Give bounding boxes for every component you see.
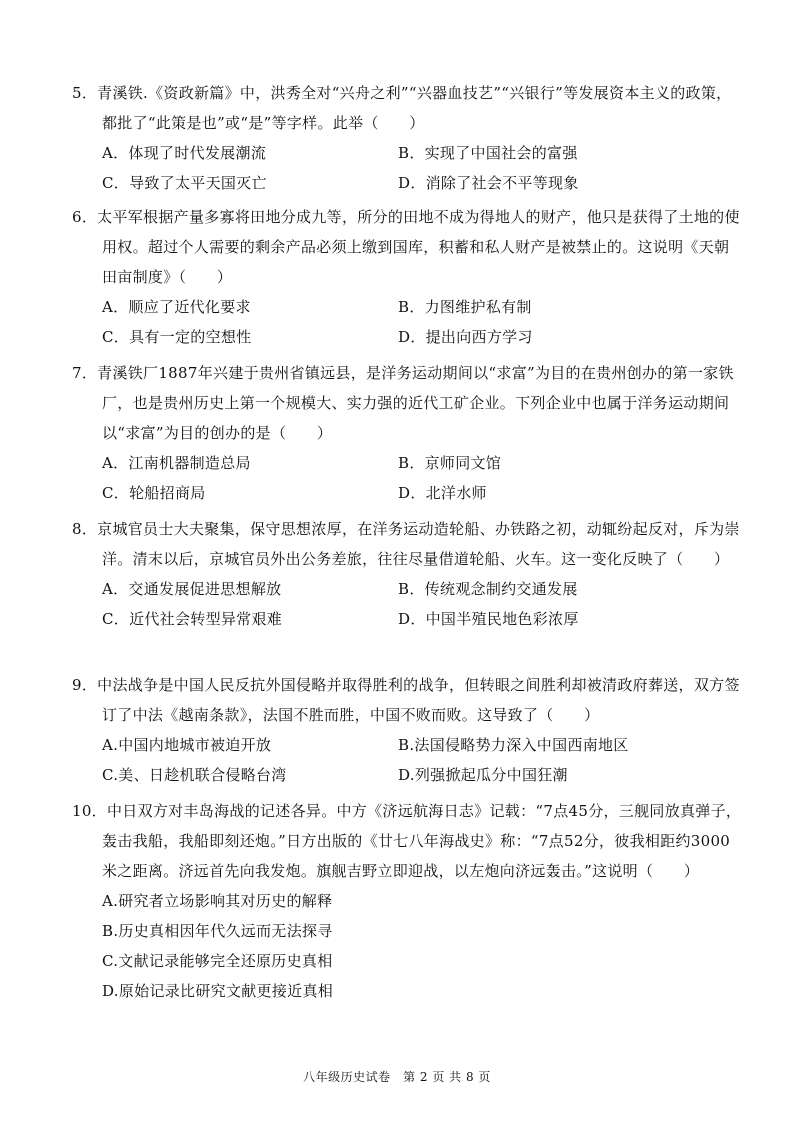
- options: [102, 574, 742, 634]
- question-7: [72, 358, 742, 508]
- option-d: D.原始记录比研究文献更接近真相: [102, 982, 334, 1000]
- option-d: D．中国半殖民地色彩浓厚: [398, 610, 579, 628]
- option-a: A．交通发展促进思想解放: [102, 580, 282, 598]
- option-c: C.文献记录能够完全还原历史真相: [102, 952, 333, 970]
- option-a: A．江南机器制造总局: [102, 454, 251, 472]
- question-10: [72, 796, 742, 1006]
- option-c: C．近代社会转型异常艰难: [102, 610, 283, 628]
- question-9: [72, 670, 742, 790]
- options: [102, 730, 742, 790]
- question-text: 7．青溪铁厂1887年兴建于贵州省镇远县，是洋务运动期间以“求富”为目的在贵州创办的第一家铁厂，也是贵州历史上第一个规模大、实力强的近代工矿企业。下列企业中也属于洋务运动期间以“求富”为目的创办的是（ ）: [72, 364, 734, 442]
- option-a: A．顺应了近代化要求: [102, 298, 251, 316]
- question-text: 10．中日双方对丰岛海战的记述各异。中方《济远航海日志》记载：“7点45分，三舰同放真弹子，轰击我船，我船即刻还炮。”日方出版的《廿七八年海战史》称：“7点52分，彼我相距约3000米之距离。济远首先向我发炮。旗舰吉野立即迎战，以左炮向济远轰击。”这说明（ ）: [72, 802, 742, 880]
- question-text: 5．青溪铁.《资政新篇》中，洪秀全对“兴舟之利”“兴器血技艺”“兴银行”等发展资本主义的政策，都批了“此策是也”或“是”等字样。此举（ ）: [72, 84, 732, 132]
- option-a: A．体现了时代发展潮流: [102, 144, 267, 162]
- options: [102, 292, 742, 352]
- option-c: C．导致了太平天国灭亡: [102, 174, 267, 192]
- question-text: 8．京城官员士大夫聚集，保守思想浓厚，在洋务运动造轮船、办铁路之初，动辄纷起反对，斥为崇洋。清末以后，京城官员外出公务差旅，往往尽量借道轮船、火车。这一变化反映了（ ）: [72, 520, 740, 568]
- option-b: B.法国侵略势力深入中国西南地区: [398, 736, 629, 754]
- option-b: B．实现了中国社会的富强: [398, 144, 578, 162]
- option-c: C.美、日趁机联合侵略台湾: [102, 766, 287, 784]
- question-text: 9．中法战争是中国人民反抗外国侵略并取得胜利的战争，但转眼之间胜利却被清政府葬送，双方签订了中法《越南条款》，法国不胜而胜，中国不败而败。这导致了（ ）: [72, 676, 740, 724]
- options: [102, 448, 742, 508]
- option-b: B．传统观念制约交通发展: [398, 580, 578, 598]
- option-a: A.研究者立场影响其对历史的解释: [102, 892, 333, 910]
- question-6: [72, 202, 742, 352]
- option-b: B．力图维护私有制: [398, 298, 532, 316]
- option-d: D．消除了社会不平等现象: [398, 174, 579, 192]
- option-b: B.历史真相因年代久远而无法探寻: [102, 922, 333, 940]
- option-b: B．京师同文馆: [398, 454, 502, 472]
- page-footer: 八年级历史试卷 第 2 页 共 8 页: [303, 1070, 491, 1084]
- question-5: [72, 78, 742, 198]
- option-d: D．北洋水师: [398, 484, 487, 502]
- question-text: 6．太平军根据产量多寡将田地分成九等，所分的田地不成为得地人的财产，他只是获得了土地的使用权。超过个人需要的剩余产品必须上缴到国库，积蓄和私人财产是被禁止的。这说明《天朝田亩制度》（ ）: [72, 208, 740, 286]
- option-d: D.列强掀起瓜分中国狂潮: [398, 766, 568, 784]
- option-c: C．具有一定的空想性: [102, 328, 252, 346]
- question-8: [72, 514, 742, 634]
- option-a: A.中国内地城市被迫开放: [102, 736, 272, 754]
- options: [102, 138, 742, 198]
- option-c: C．轮船招商局: [102, 484, 206, 502]
- options: [102, 886, 742, 1006]
- option-d: D．提出向西方学习: [398, 328, 533, 346]
